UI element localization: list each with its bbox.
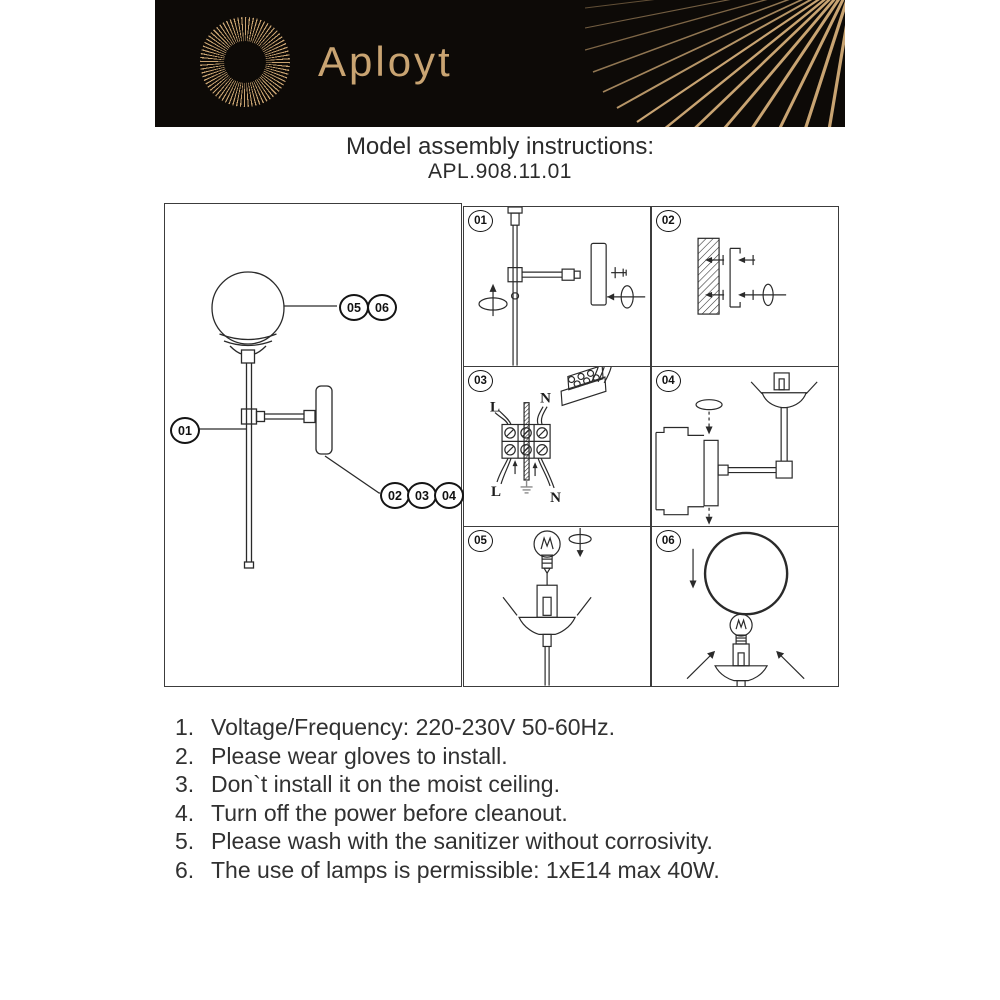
model-number: APL.908.11.01 bbox=[428, 160, 572, 183]
item-number: 1. bbox=[175, 714, 195, 740]
step-05-illustration bbox=[464, 527, 650, 686]
item-number: 2. bbox=[175, 742, 195, 769]
page-title: Model assembly instructions: bbox=[345, 133, 655, 160]
main-lamp-panel bbox=[164, 203, 462, 687]
item-text: Please wear gloves to install. bbox=[211, 742, 508, 769]
wire-label-neutral-top: N bbox=[540, 390, 551, 407]
list-item bbox=[175, 742, 720, 771]
sunburst-logo-center bbox=[226, 43, 264, 81]
callout-02-badge: 02 bbox=[380, 482, 410, 509]
list-item bbox=[175, 713, 720, 742]
step-02-panel bbox=[652, 207, 838, 366]
step-04-illustration bbox=[652, 367, 838, 526]
instructions-list bbox=[175, 713, 720, 885]
step-01-illustration bbox=[464, 207, 650, 366]
callout-04-badge: 04 bbox=[434, 482, 464, 509]
list-item bbox=[175, 799, 720, 828]
item-number: 6. bbox=[175, 856, 195, 883]
item-text: Please wash with the sanitizer without corrosivity. bbox=[211, 828, 713, 855]
list-item bbox=[175, 856, 720, 885]
callout-01-badge: 01 bbox=[170, 417, 200, 444]
list-item bbox=[175, 827, 720, 856]
corner-rays-decoration bbox=[585, 0, 845, 127]
step-05-panel bbox=[464, 527, 650, 686]
item-text: Turn off the power before cleanout. bbox=[211, 799, 568, 826]
step-04-badge: 04 bbox=[656, 370, 681, 392]
step-02-badge: 02 bbox=[656, 210, 681, 232]
step-03-badge: 03 bbox=[468, 370, 493, 392]
assembly-diagrams bbox=[164, 203, 840, 688]
callout-05-badge: 05 bbox=[339, 294, 369, 321]
callout-03-badge: 03 bbox=[407, 482, 437, 509]
item-text: Voltage/Frequency: 220-230V 50-60Hz. bbox=[211, 714, 616, 740]
step-03-illustration bbox=[464, 367, 650, 526]
brand-name: Aployt bbox=[318, 37, 453, 85]
item-text: Don`t install it on the moist ceiling. bbox=[211, 771, 560, 798]
item-number: 3. bbox=[175, 771, 195, 798]
title-block bbox=[0, 133, 1000, 184]
step-03-panel bbox=[464, 367, 650, 526]
list-item bbox=[175, 770, 720, 799]
item-number: 4. bbox=[175, 799, 195, 826]
sunburst-logo-icon bbox=[200, 17, 290, 107]
lamp-overview-illustration bbox=[165, 204, 461, 686]
step-01-panel bbox=[464, 207, 650, 366]
brand-banner bbox=[155, 0, 845, 127]
item-number: 5. bbox=[175, 828, 195, 855]
step-04-panel bbox=[652, 367, 838, 526]
step-06-badge: 06 bbox=[656, 530, 681, 552]
wire-label-live-top: L bbox=[490, 399, 501, 416]
item-text: The use of lamps is permissible: 1xE14 max 40W. bbox=[211, 856, 720, 883]
wire-label-neutral-bottom: N bbox=[550, 490, 561, 506]
step-02-illustration bbox=[652, 207, 838, 366]
step-05-badge: 05 bbox=[468, 530, 493, 552]
wire-label-live-bottom: L bbox=[491, 484, 502, 501]
step-06-panel bbox=[652, 527, 838, 686]
callout-06-badge: 06 bbox=[367, 294, 397, 321]
step-06-illustration bbox=[652, 527, 838, 686]
step-01-badge: 01 bbox=[468, 210, 493, 232]
steps-grid bbox=[463, 206, 839, 687]
